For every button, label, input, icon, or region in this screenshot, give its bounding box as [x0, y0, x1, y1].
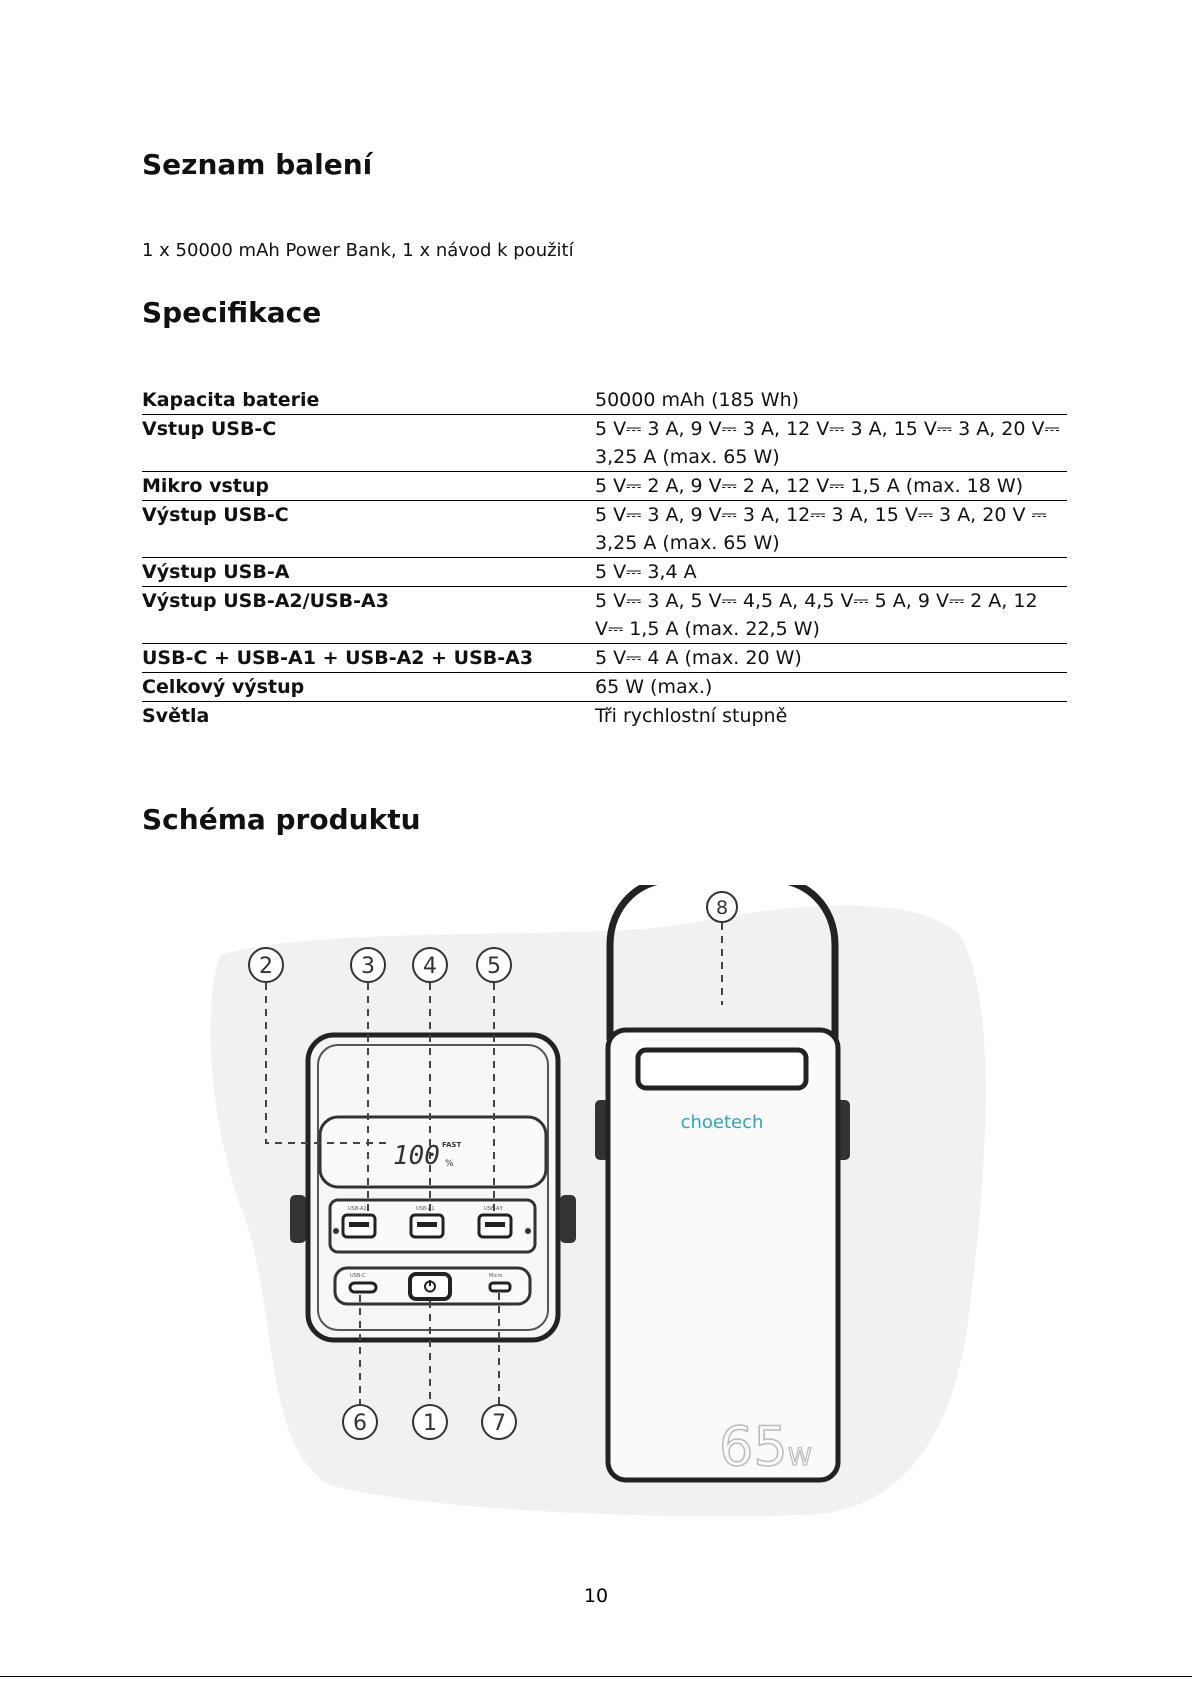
usb-a1-label: USB-A1	[416, 1206, 435, 1212]
usb-a3-label: USB-A3	[484, 1206, 503, 1212]
light-window	[638, 1050, 806, 1088]
spec-key: Výstup USB-C	[142, 501, 595, 558]
side-knob	[560, 1195, 576, 1243]
micro-usb-port	[490, 1283, 510, 1291]
device-body	[608, 1030, 838, 1480]
spec-key: Kapacita baterie	[142, 386, 595, 415]
side-knob	[290, 1195, 306, 1243]
usb-c-label: USB-C	[350, 1273, 366, 1279]
spec-key: Mikro vstup	[142, 472, 595, 501]
page-number: 10	[583, 1585, 609, 1607]
spec-value: 5 V⎓ 2 A, 9 V⎓ 2 A, 12 V⎓ 1,5 A (max. 18 W)	[595, 472, 1067, 501]
spec-table	[142, 386, 1067, 730]
display-value: 100	[393, 1141, 440, 1171]
spec-key: Celkový výstup	[142, 673, 595, 702]
product-diagram	[200, 885, 1000, 1525]
spec-row	[142, 415, 1067, 472]
display-fast: FAST	[442, 1141, 462, 1149]
callout-8-label: 8	[715, 897, 729, 919]
usb-c-port	[350, 1283, 376, 1292]
usb-a2-label: USB-A2	[348, 1206, 367, 1212]
spec-row	[142, 472, 1067, 501]
wattage-unit: W	[788, 1443, 812, 1471]
callout-7-label: 7	[492, 1411, 506, 1436]
micro-label: Micro	[489, 1273, 503, 1279]
spec-row	[142, 386, 1067, 415]
spec-key: Výstup USB-A2/USB-A3	[142, 587, 595, 644]
spec-key: Vstup USB-C	[142, 415, 595, 472]
spec-row	[142, 702, 1067, 731]
spec-row	[142, 501, 1067, 558]
callout-2-label: 2	[259, 954, 273, 979]
schema-heading: Schéma produktu	[142, 803, 421, 836]
spec-value: 65 W (max.)	[595, 673, 1067, 702]
spec-value: 5 V⎓ 3 A, 9 V⎓ 3 A, 12⎓ 3 A, 15 V⎓ 3 A, 20 V ⎓ 3,25 A (max. 65 W)	[595, 501, 1067, 558]
spec-value: 5 V⎓ 4 A (max. 20 W)	[595, 644, 1067, 673]
spec-value: 5 V⎓ 3,4 A	[595, 558, 1067, 587]
brand-logo: choetech	[680, 1112, 764, 1133]
callout-5-label: 5	[487, 954, 501, 979]
spec-key: Výstup USB-A	[142, 558, 595, 587]
callout-6-label: 6	[353, 1411, 367, 1436]
spec-value: Tři rychlostní stupně	[595, 705, 788, 727]
spec-value: 5 V⎓ 3 A, 5 V⎓ 4,5 A, 4,5 V⎓ 5 A, 9 V⎓ 2 A, 12 V⎓ 1,5 A (max. 22,5 W)	[595, 587, 1067, 644]
spec-row	[142, 558, 1067, 587]
callout-1-label: 1	[423, 1411, 437, 1436]
power-button	[410, 1274, 450, 1299]
footer-rule	[0, 1676, 1192, 1677]
spec-value: 50000 mAh (185 Wh)	[595, 386, 1067, 415]
spec-row	[142, 644, 1067, 673]
spec-row	[142, 673, 1067, 702]
spec-value: 5 V⎓ 3 A, 9 V⎓ 3 A, 12 V⎓ 3 A, 15 V⎓ 3 A, 20 V⎓ 3,25 A (max. 65 W)	[595, 415, 1067, 472]
callout-3-label: 3	[361, 954, 375, 979]
callout-4-label: 4	[423, 954, 437, 979]
package-contents-text: 1 x 50000 mAh Power Bank, 1 x návod k použití	[142, 240, 574, 261]
wattage-number: 65	[719, 1415, 788, 1478]
spec-heading: Specifikace	[142, 296, 322, 329]
spec-key: Světla	[142, 705, 210, 727]
spec-key: USB-C + USB-A1 + USB-A2 + USB-A3	[142, 644, 595, 673]
spec-row	[142, 587, 1067, 644]
package-heading: Seznam balení	[142, 148, 373, 181]
display-unit: %	[445, 1159, 454, 1169]
